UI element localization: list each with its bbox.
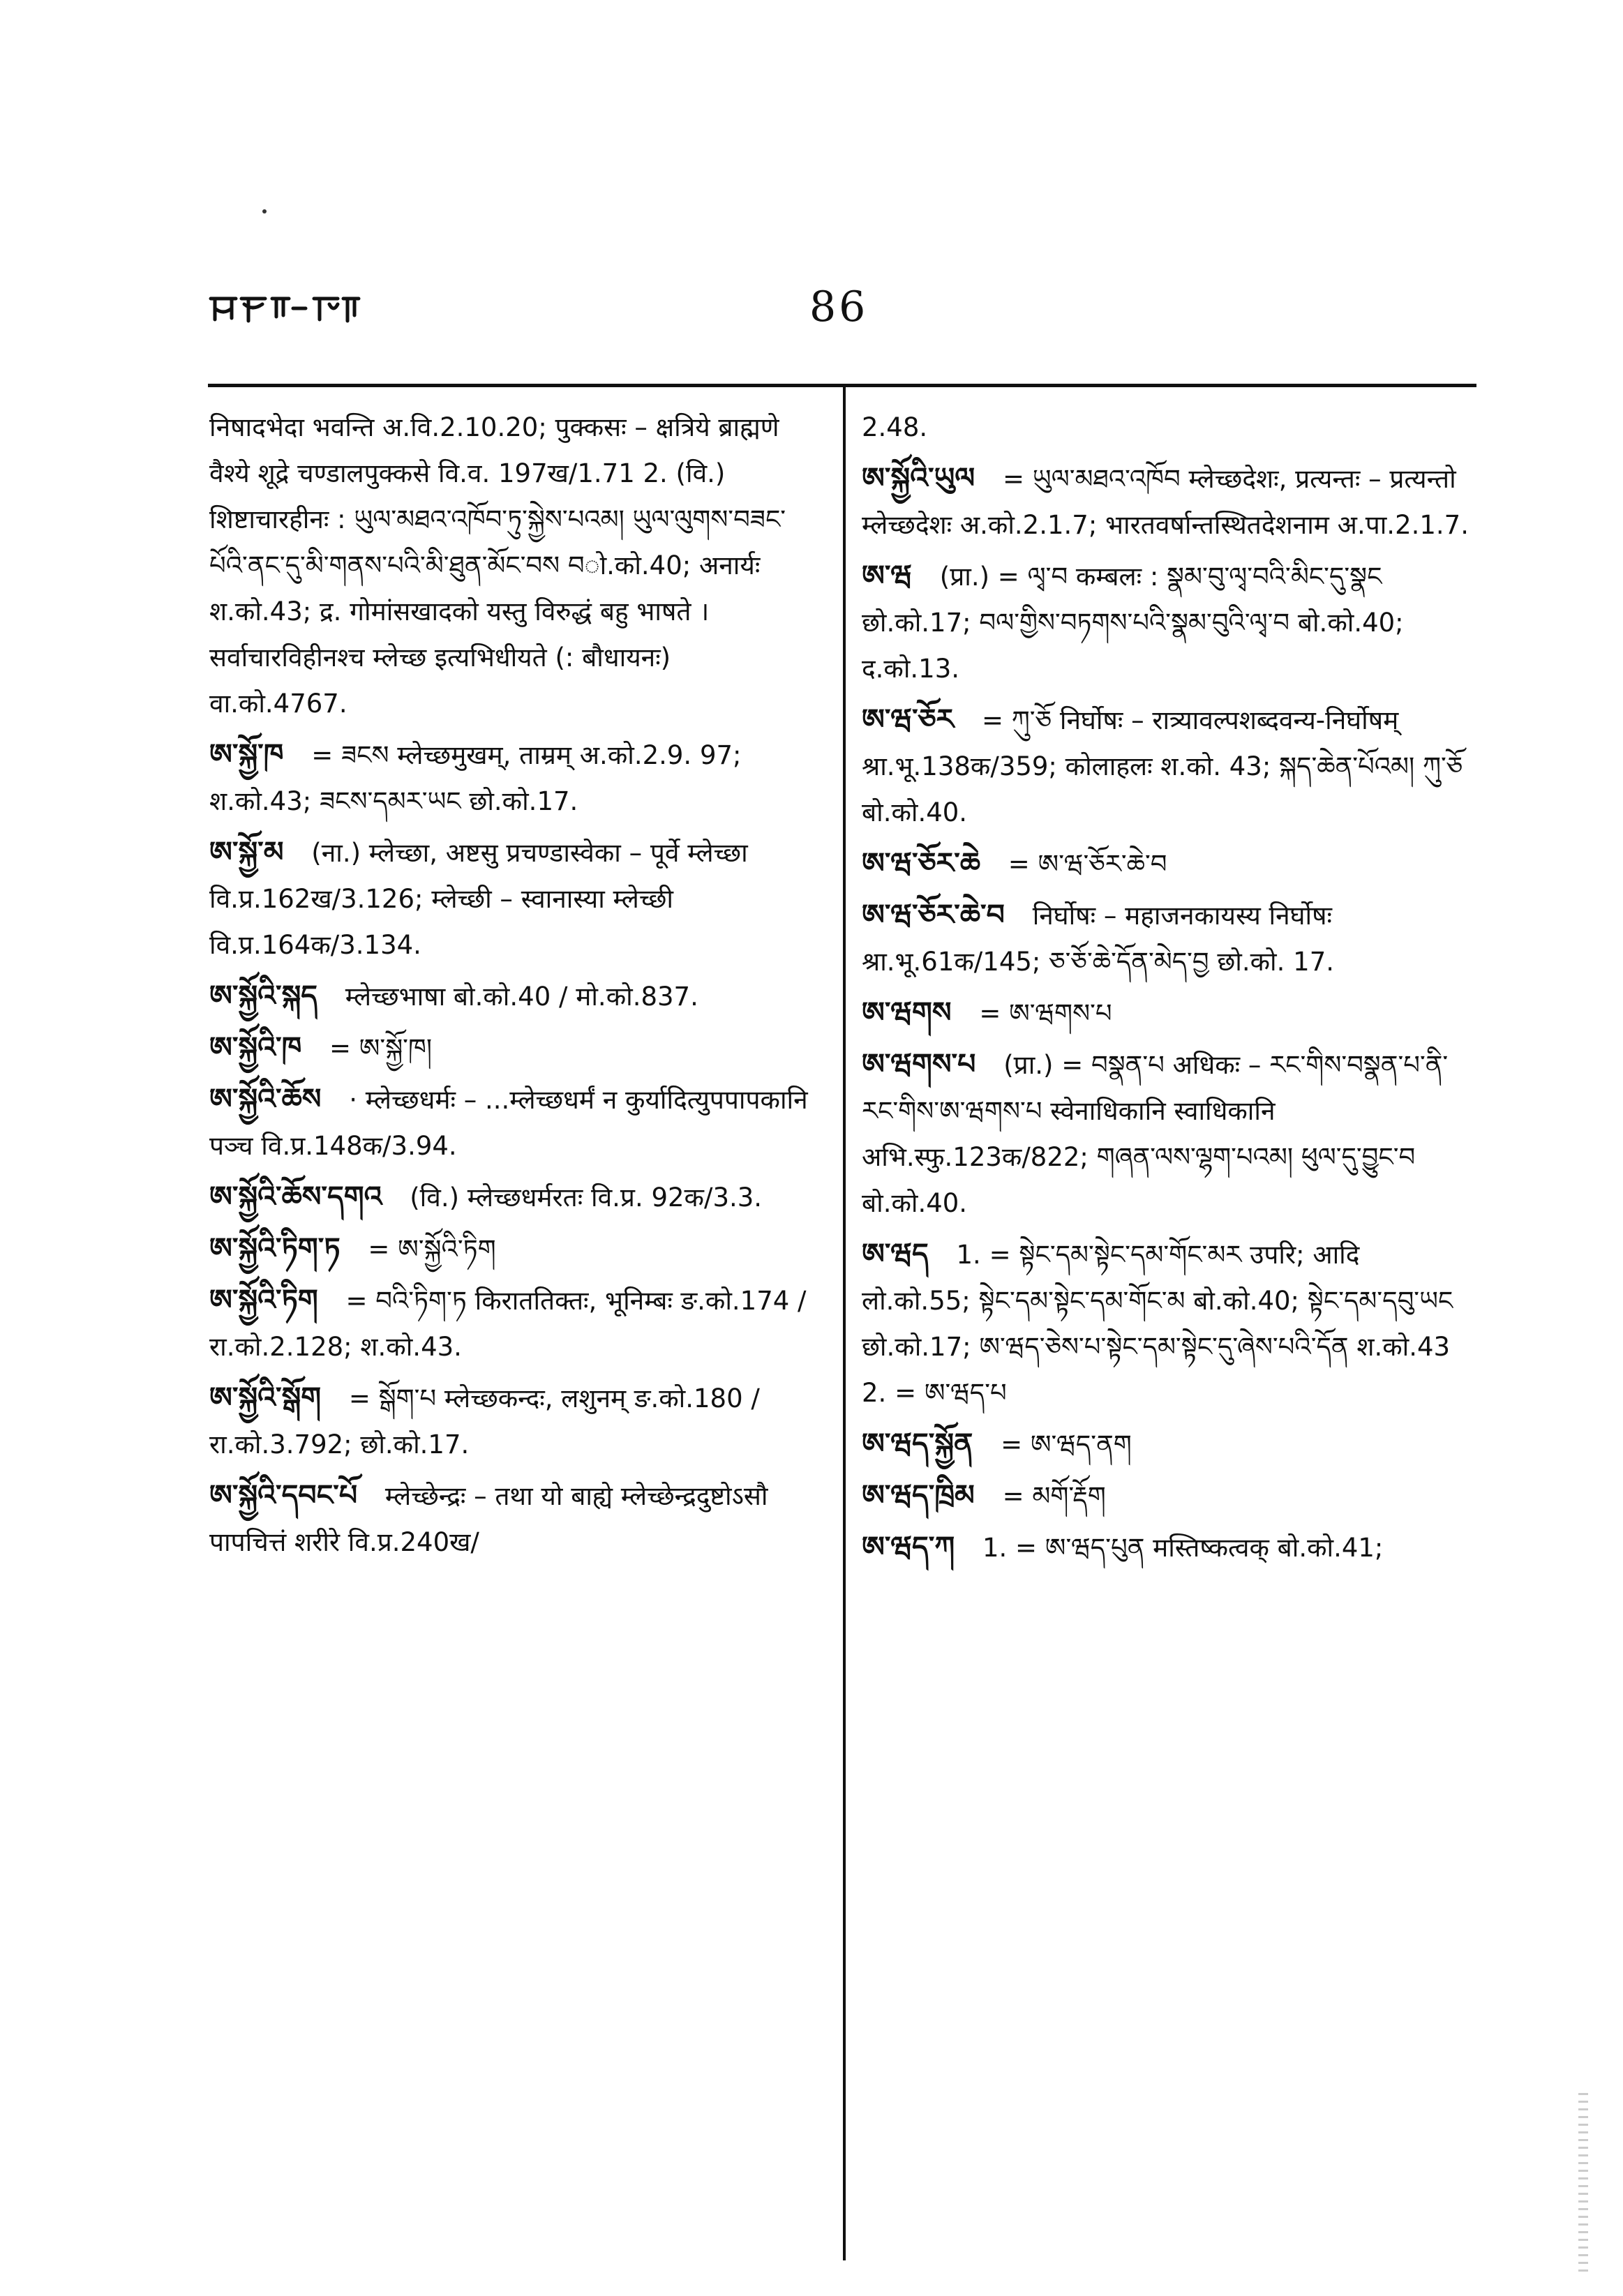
entry-text: = སྒོག་པ म्लेच्छकन्दः, लशुनम् ङ.को.180 / रा.को.3.792; छो.को.17. xyxy=(209,1383,760,1460)
entry-headword: ཨ་སྐྱོ་ཁ xyxy=(209,737,284,771)
entry xyxy=(209,731,816,825)
entry-headword: ཨ་ཝད་ཀ xyxy=(862,1530,955,1563)
entry xyxy=(862,696,1476,836)
entry-text: = བའི་ཏིག་ཏ किराततिक्तः, भूनिम्बः ङ.को.174 / रा.को.2.128; श.को.43. xyxy=(209,1286,807,1362)
entry xyxy=(862,405,1476,451)
entry-text: निषादभेदा भवन्ति अ.वि.2.10.20; पुक्कसः – क्षत्रिये ब्राह्मणे वैश्ये शूद्रे चण्डालपुक्कसे वि.व. 197ख/1.71 2. (वि.) शिष्टाचारहीनः : ཡུལ་མཐའ་འཁོབ་ཏུ་སྐྱེས་པའམ། ཡུལ་ལུགས་བཟང་པོའི་ནང་དུ་མི་གནས་པའི་མི་ཐུན་མོང་བས བो.को.40; अनार्यः श.को.43; द्र. गोमांसखादको यस्तु विरुद्धं बहु भाषते । सर्वाचारविहीनश्च म्लेच्छ इत्यभिधीयते (: बौधायनः) वा.को.4767. xyxy=(209,412,786,719)
entry-headword: ཨ་ཝད xyxy=(862,1237,929,1270)
entry-headword: ཨ་སྐྱོ་མ xyxy=(209,835,284,869)
entry-text: 1. = སྟེང་དམ་སྟེང་དམ་གོང་མར उपरि; आदि लो.को.55; སྟེང་དམ་སྟེང་དམ་གོང་མ बो.को.40; སྟེང་དམ་དབུ་ཡང छो.को.17; ཨ་ཝད་ཅེས་པ་སྟེང་དམ་སྟེང་དུ་ཞེས་པའི་དོན श.को.43 2. = ཨ་ཝད་པ xyxy=(862,1240,1453,1408)
entry-text: = མགོ་རྡོག xyxy=(1002,1481,1106,1511)
entry xyxy=(209,829,816,968)
entry xyxy=(862,1231,1476,1416)
entry xyxy=(209,1076,816,1169)
entry-text: = ཨ་སྐྱོ་ཁ། xyxy=(329,1033,433,1063)
entry-headword: ཨ་ཝ་ཅོར xyxy=(862,703,955,736)
entry-text: = ཨ་ཝ་ཅོར་ཆེ་བ xyxy=(1008,849,1167,879)
entry-headword: ཨ་ཝ་ཅོར་ཆེ xyxy=(862,846,981,880)
entry-text: 2.48. xyxy=(862,412,928,442)
entry-headword: ཨ་ཝ xyxy=(862,559,912,592)
page-number: 86 xyxy=(809,283,869,331)
running-head xyxy=(208,292,361,331)
entry-headword: ཨ་སྐྱོའི་ཏིག་ཏ xyxy=(209,1231,341,1265)
entry-headword: ཨ་སྐྱོའི་ཁ xyxy=(209,1030,302,1064)
entry xyxy=(862,1472,1476,1520)
entry-headword: ཨ་སྐྱོའི་ཆོས xyxy=(209,1082,322,1116)
entry xyxy=(862,892,1476,985)
entry-headword: ཨ་ཝགས xyxy=(862,996,952,1029)
entry-text: = ཟངས म्लेच्छमुखम्, ताम्रम् अ.को.2.9. 97; श.को.43; ཟངས་དམར་ཡང छो.को.17. xyxy=(209,740,742,816)
entry-text: (वि.) म्लेच्छधर्मरतः वि.प्र. 92क/3.3. xyxy=(410,1183,763,1213)
entry-text: (प्रा.) = བསྣན་པ अधिकः – རང་གིས་བསྣན་པ་ནི་རང་གིས་ཨ་ཝགས་པ स्वेनाधिकानि स्वाधिकानि अभि.स्फु.123क/822; གཞན་ལས་ལྷག་པའམ། ཕུལ་དུ་བྱུང་བ बो.को.40. xyxy=(862,1050,1449,1218)
left-column xyxy=(209,405,816,1570)
entry-text: = ཡུལ་མཐའ་འཁོབ म्लेच्छदेशः, प्रत्यन्तः – प्रत्यन्तो म्लेच्छदेशः अ.को.2.1.7; भारतवर्षान्तस्थितदेशनाम अ.पा.2.1.7. xyxy=(862,464,1469,540)
entry-text: · म्लेच्छधर्मः – ...म्लेच्छधर्मं न कुर्यादित्युपपापकानि पञ्च वि.प्र.148क/3.94. xyxy=(209,1085,808,1161)
entry-text: (प्रा.) = ལྭ་བ कम्बलः : སྣམ་བུ་ལྭ་བའི་མིང་དུ་སྣང छो.को.17; བལ་གྱིས་བཏགས་པའི་སྣམ་བུའི་ལྭ་བ बो.को.40; द.को.13. xyxy=(862,562,1404,684)
header-rule xyxy=(208,384,1476,387)
entry-text: म्लेच्छेन्द्रः – तथा यो बाह्ये म्लेच्छेन्द्रदुष्टोऽसौ पापचित्तं शरीरे वि.प्र.240ख/ xyxy=(209,1481,768,1557)
scan-speck xyxy=(262,209,267,213)
entry-text: 1. = ཨ་ཝད་པུན मस्तिष्कत्वक् बो.को.41; xyxy=(982,1533,1384,1563)
scan-edge-noise xyxy=(1578,2093,1588,2274)
entry xyxy=(209,405,816,727)
right-column xyxy=(862,405,1476,1575)
entry-headword: ཨ་ཝགས་པ xyxy=(862,1047,976,1081)
entry xyxy=(862,1041,1476,1226)
entry xyxy=(209,1225,816,1273)
entry xyxy=(862,1524,1476,1571)
entry-headword: ཨ་ཝ་ཅོར་ཆེ་བ xyxy=(862,898,1005,931)
entry xyxy=(209,1472,816,1566)
entry-text: = ཨ་ཝགས་པ xyxy=(979,998,1112,1028)
entry xyxy=(862,1420,1476,1468)
entry-headword: ཨ་ཝད་སྐྱོན xyxy=(862,1427,973,1460)
column-divider xyxy=(843,387,846,2260)
entry-headword: ཨ་སྐྱོའི་སྒོག xyxy=(209,1381,322,1414)
entry-text: म्लेच्छभाषा बो.को.40 / मो.को.837. xyxy=(345,982,698,1012)
entry xyxy=(862,553,1476,692)
entry-headword: ཨ་སྐྱོའི་ཡུལ xyxy=(862,461,975,495)
entry xyxy=(209,1277,816,1370)
entry xyxy=(209,1173,816,1221)
entry-text: = ཨ་ཝད་ནག xyxy=(1001,1430,1132,1460)
entry xyxy=(862,989,1476,1037)
entry-text: (ना.) म्लेच्छा, अष्टसु प्रचण्डास्वेका – पूर्वे म्लेच्छा वि.प्र.162ख/3.126; म्लेच्छी – स्वानास्या म्लेच्छी वि.प्र.164क/3.134. xyxy=(209,838,748,960)
entry-headword: ཨ་སྐྱོའི་ཆོས་དགའ xyxy=(209,1180,382,1213)
entry xyxy=(862,840,1476,887)
entry-headword: ཨ་ཝད་ཁྲིམ xyxy=(862,1478,975,1512)
entry xyxy=(862,455,1476,548)
running-head-glyphs xyxy=(208,292,361,325)
entry xyxy=(209,1374,816,1468)
entry xyxy=(209,1024,816,1072)
entry-text: = ཨ་སྐྱོའི་ཏིག xyxy=(368,1234,496,1264)
entry-headword: ཨ་སྐྱོའི་ཏིག xyxy=(209,1283,318,1316)
entry-headword: ཨ་སྐྱོའི་དབང་པོ xyxy=(209,1478,358,1512)
entry-text: निर्घोषः – महाजनकायस्य निर्घोषः श्रा.भू.61क/145; ཅ་ཅོ་ཆེ་དོན་མེད་བྱ छो.को. 17. xyxy=(862,901,1335,977)
entry xyxy=(209,973,816,1020)
entry-headword: ཨ་སྐྱོའི་སྐད xyxy=(209,979,317,1012)
entry-text: = ཀུ་ཅོ निर्घोषः – रात्र्यावल्पशब्दवन्य-निर्घोषम् श्रा.भू.138क/359; कोलाहलः श.को. 43; སྐད་ཆེན་པོའམ། ཀུ་ཅོ बो.को.40. xyxy=(862,705,1463,827)
